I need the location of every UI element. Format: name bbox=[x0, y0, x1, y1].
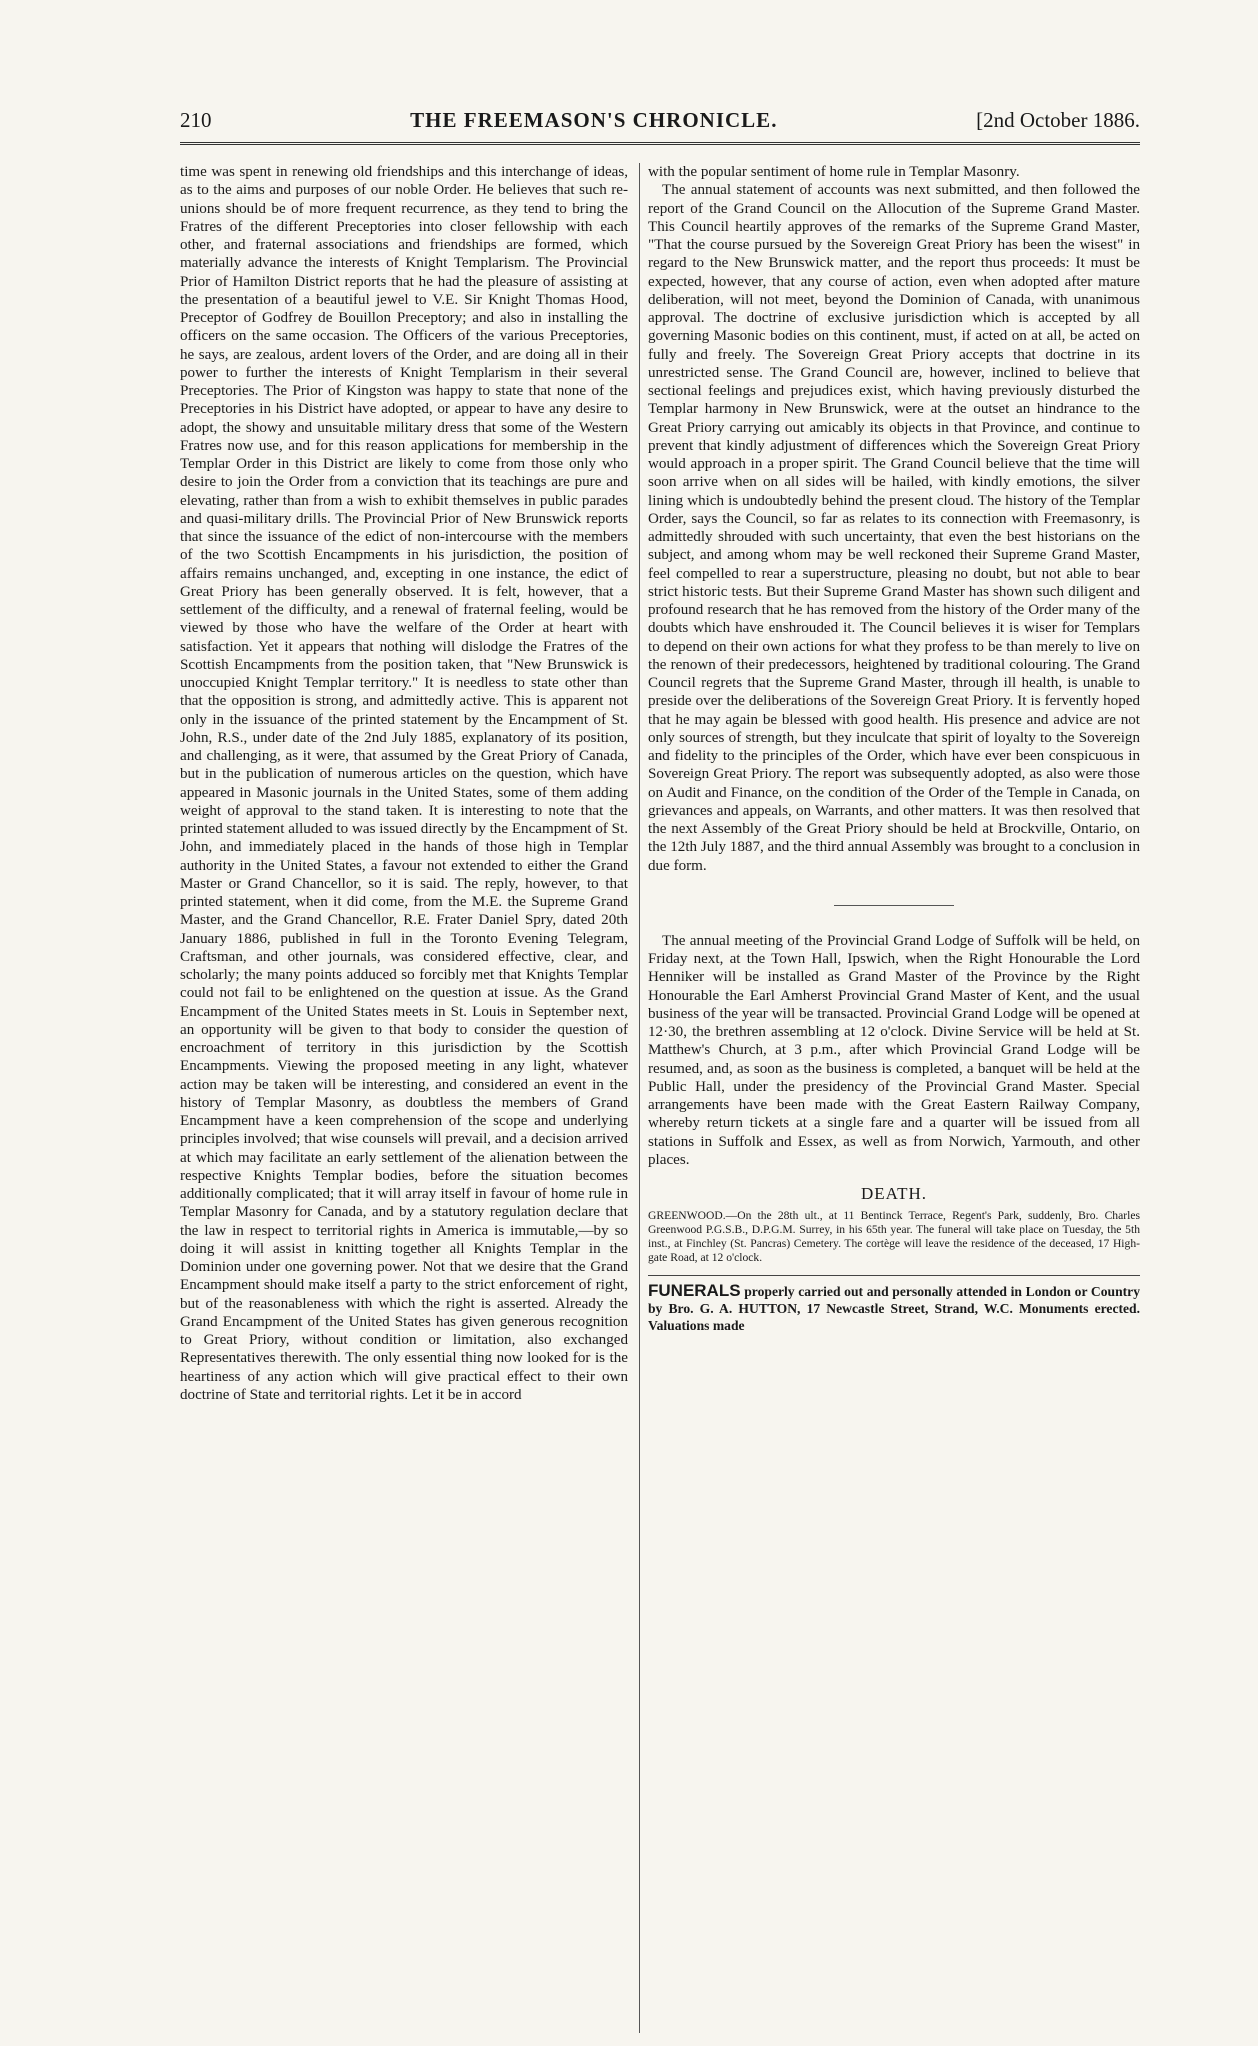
death-heading: DEATH. bbox=[861, 1184, 927, 1203]
funerals-advert bbox=[648, 1282, 1140, 1334]
article-paragraph: time was spent in renewing old friendships and this interchange of ideas, as to the aims and purposes of our noble Order. He believes that such re-unions should be of more frequent recurrence, as they tend to bring the Fratres of the different Preceptories into closer fellowship with each other, and fraternal associations and friendships are formed, which materially advance the interests of Knight Templarism. The Provincial Prior of Hamilton District reports that he had the pleasure of assisting at the presentation of a beautiful jewel to V.E. Sir Knight Thomas Hood, Preceptor of Godfrey de Bouillon Preceptory; and also in installing the officers on the same occasion. The Officers of the various Preceptories, he says, are zealous, ardent lovers of the Order, and are doing all in their power to further the interests of Knight Templarism in their several Preceptories. The Prior of Kingston was happy to state that none of the Preceptories in his District have adopted, or appear to have any desire to adopt, the showy and unsuitable military dress that some of the Western Fratres now use, and for this reason applications for membership in the Templar Order in this District are likely to come from those only who desire to join the Order from a conviction that its teachings are pure and elevating, rather than from a wish to exhibit themselves in public parades and quasi-military drills. The Provincial Prior of New Brunswick reports that since the issuance of the edict of non-intercourse with the members of the two Scottish Encampments in his jurisdiction, the position of affairs remains unchanged, and, excepting in one instance, the edict of Great Priory has been generally observed. It is felt, however, that a settlement of the difficulty, and a renewal of fraternal feeling, would be viewed by those who have the welfare of the Order at heart with satisfaction. Yet it appears that nothing will dislodge the Fratres of the Scottish Encampments from the position taken, that "New Brunswick is unoccupied Knight Templar territory." It is needless to state other than that the opposition is strong, and admittedly active. This is apparent not only in the issuance of the printed statement by the Encampment of St. John, R.S., under date of the 2nd July 1885, explanatory of its position, and challenging, as it were, that assumed by the Great Priory of Canada, but in the publication of numerous articles on the question, which have appeared in Masonic journals in the United States, some of them adding weight of approval to the stand taken. It is interesting to note that the printed statement alluded to was issued directly by the Encampment of St. John, and immediately placed in the hands of those high in Templar authority in the United States, a favour not extended to either the Grand Master or Grand Chancellor, so it is said. The reply, however, to that printed statement, when it did come, from the M.E. the Supreme Grand Master, and the Grand Chancellor, R.E. Frater Daniel Spry, dated 20th January 1886, published in full in the Toronto Evening Telegram, Craftsman, and other journals, was considered effective, clear, and scholarly; the many points adduced so forcibly met that Knights Templar could not fail to be enlightened on the question at issue. As the Grand Encampment of the United States meets in St. Louis in September next, an opportunity will be given to that body to consider the question of encroachment of territory in this jurisdiction by the Scottish Encampments. Viewing the proposed meeting in any light, whatever action may be taken will be interesting, and considered an event in the history of Templar Masonry, as doubtless the members of Grand Encampment have a keen comprehension of the scope and underlying principles involved; that wise counsels will prevail, and a decision arrived at which may facilitate an early settlement of the alienation between the respective Knights Templar bodies, before the situation becomes additionally complicated; that it will array itself in favour of home rule in Templar Masonry for Canada, and by a statutory regulation declare that the law in respect to territorial rights in America is immutable,—by so doing it will assist in knitting together all Knights Templar in the Dominion under one governing power. Not that we desire that the Grand Encampment should make itself a party to the strict enforcement of right, but of the reasonableness with which the right is asserted. Already the Grand Encampment of the United States has given generous recognition to Great Priory, without condition or limitation, also exchanged Representatives therewith. The only essential thing now looked for is the heartiness of any action which will give practical effect to their own doctrine of State and territorial rights. Let it be in accord bbox=[180, 164, 628, 1403]
right-column bbox=[648, 163, 1140, 2038]
death-notice: GREENWOOD.—On the 28th ult., at 11 Bentinck Terrace, Regent's Park, suddenly, Bro. Charles Greenwood P.G.S.B., D.P.G.M. Surrey, in his 65th year. The funeral will take place on Tuesday, the 5th inst., at Finchley (St. Pancras) Cemetery. The cortège will leave the residence of the deceased, 17 High-gate Road, at 12 o'clock. bbox=[648, 1209, 1140, 1265]
advert-rule bbox=[648, 1275, 1140, 1276]
funerals-word: FUNERALS bbox=[648, 1281, 741, 1301]
suffolk-paragraph: The annual meeting of the Provincial Grand Lodge of Suffolk will be held, on Friday next, at the Town Hall, Ipswich, when the Right Honourable the Lord Henniker will be installed as Grand Master of the Province by the Right Honourable the Earl Amherst Provincial Grand Master of Kent, and the usual business of the year will be transacted. Provincial Grand Lodge will be opened at 12·30, the brethren assembling at 12 o'clock. Divine Service will be held at St. Matthew's Church, at 3 p.m., after which Provincial Grand Lodge will be resumed, and, as soon as the business is completed, a banquet will be held at the Public Hall, under the presidency of the Provincial Grand Master. Special arrangements have been made with the Great Eastern Railway Company, whereby return tickets at a single fare and a quarter will be issued from all stations in Suffolk and Essex, as well as from Norwich, Yarmouth, and other places. bbox=[648, 932, 1140, 1168]
header-rule bbox=[180, 142, 1140, 145]
column-divider bbox=[639, 163, 640, 2033]
masthead-title: THE FREEMASON'S CHRONICLE. bbox=[410, 108, 778, 132]
section-divider bbox=[834, 905, 954, 906]
continuation-text: with the popular sentiment of home rule in Templar Masonry. bbox=[648, 164, 1020, 180]
left-column bbox=[180, 163, 628, 2038]
funerals-text: properly carried out and personally attended in London or Country by Bro. G. A. HUTTON, 17 Newcastle Street, Strand, W.C. Monuments erected. Valuations made bbox=[648, 1284, 1140, 1334]
accounts-paragraph: The annual statement of accounts was next submitted, and then followed the report of the Grand Council on the Allocution of the Supreme Grand Master. This Council heartily approves of the remarks of the Supreme Grand Master, "That the course pursued by the Sovereign Great Priory has been the wisest" in regard to the New Brunswick matter, and the report thus proceeds: It must be expected, however, that any course of action, even when adopted after mature deliberation, will not meet, beyond the Dominion of Canada, with unanimous approval. The doctrine of exclusive jurisdiction which is accepted by all governing Masonic bodies on this continent, must, if acted on at all, be acted on fully and freely. The Sovereign Great Priory accepts that doctrine in its unrestricted sense. The Grand Council are, however, inclined to believe that sectional feelings and prejudices exist, which having previously disturbed the Templar harmony in New Brunswick, were at the outset an hindrance to the Great Priory carrying out amicably its objects in that Province, and continue to prevent that kindly adjustment of differences which the Sovereign Great Priory would approach in a proper spirit. The Grand Council believe that the time will soon arrive when on all sides will be hailed, with kindly emotions, the silver lining which is undoubtedly behind the present cloud. The history of the Templar Order, says the Council, so far as relates to its connection with Freemasonry, is admittedly shrouded with such uncertainty, that even the best historians on the subject, and among whom may be well reckoned their Supreme Grand Master, feel compelled to rear a superstructure, pleasing no doubt, but not able to bear strict historic tests. But their Supreme Grand Master has shown such diligent and profound research that he has removed from the history of the Order many of the doubts which have enshrouded it. The Council believes it is wiser for Templars to depend on their own actions for what they profess to be than merely to live on the renown of their predecessors, heightened by traditional colouring. The Grand Council regrets that the Supreme Grand Master, through ill health, is unable to preside over the deliberations of the Sovereign Great Priory. It is fervently hoped that he may again be blessed with good health. His presence and advice are not only sources of strength, but they inculcate that spirit of loyalty to the Sovereign and fidelity to the principles of the Order, which have ever been conspicuous in Sovereign Great Priory. The report was subsequently adopted, as also were those on Audit and Finance, on the condition of the Order of the Temple in Canada, on grievances and appeals, on Warrants, and other matters. It was then resolved that the next Assembly of the Great Priory should be held at Brockville, Ontario, on the 12th July 1887, and the third annual Assembly was brought to a conclusion in due form. bbox=[648, 182, 1140, 874]
issue-date: [2nd October 1886. bbox=[976, 108, 1140, 132]
page-header bbox=[180, 108, 1140, 142]
page-number: 210 bbox=[180, 108, 212, 132]
